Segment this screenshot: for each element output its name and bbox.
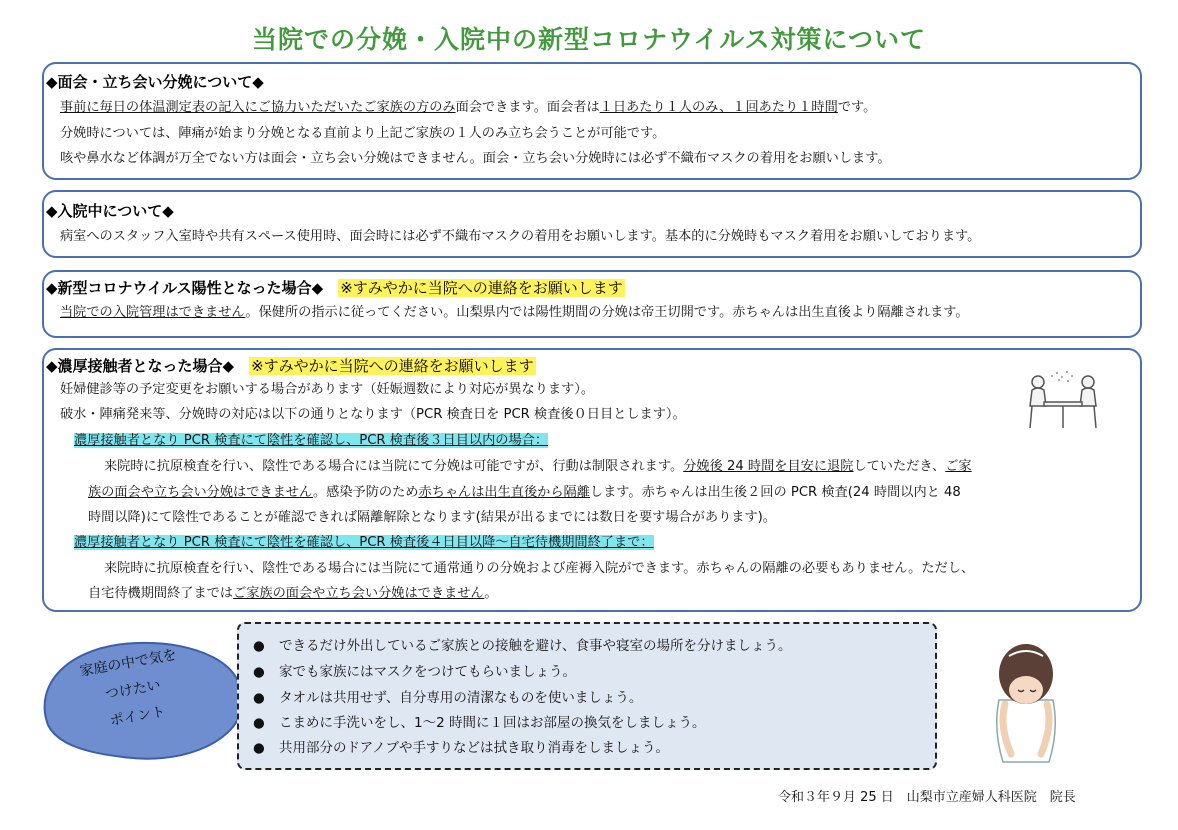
inpatient-line-1: 病室へのスタッフ入室時や共有スペース使用時、面会時には必ず不織布マスクの着用をお願いします。基本的に分娩時もマスク着用をお願いしております。 (60, 229, 981, 244)
case2-line-2: 自宅待機期間終了まではご家族の面会や立ち会い分娩はできません。 (88, 586, 498, 601)
people-at-table-icon (1022, 368, 1104, 432)
visit-section (42, 62, 1142, 180)
positive-section (42, 270, 1142, 338)
positive-line-1: 当院での入院管理はできません。保健所の指示に従ってください。山梨県内では陽性期間の分娩は帝王切開です。赤ちゃんは出生直後より隔離されます。 (60, 305, 969, 320)
contact-alert: ※すみやかに当院への連絡をお願いします (251, 357, 534, 375)
tip-item: ● こまめに手洗いをし、1～2 時間に１回はお部屋の換気をしましょう。 (253, 715, 706, 731)
contact-section (42, 348, 1142, 612)
case1-heading: 濃厚接触者となり PCR 検査にて陰性を確認し、PCR 検査後３日目以内の場合： (74, 433, 549, 448)
case1-line-1: 来院時に抗原検査を行い、陰性である場合には当院にて分娩は可能ですが、行動は制限されます。分娩後 24 時間を目安に退院していただき、ご家 (104, 459, 972, 474)
contact-line-1: 妊婦健診等の予定変更をお願いする場合があります（妊娠週数により対応が異なります）。 (60, 382, 595, 397)
positive-alert: ※すみやかに当院への連絡をお願いします (340, 279, 623, 297)
bowing-nurse-illustration (985, 640, 1067, 768)
inpatient-section (42, 190, 1142, 258)
case2-heading: 濃厚接触者となり PCR 検査にて陰性を確認し、PCR 検査後４日目以降～自宅待機期間終了まで： (74, 535, 654, 550)
tip-item: ● 共用部分のドアノブや手すりなどは拭き取り消毒をしましょう。 (253, 740, 670, 756)
visit-line-3: 咳や鼻水など体調が万全でない方は面会・立ち会い分娩はできません。面会・立ち会い分娩時には必ず不織布マスクの着用をお願いします。 (60, 151, 891, 166)
inpatient-heading: ◆入院中について◆ (46, 202, 174, 220)
tips-box (237, 622, 937, 770)
tip-item: ● タオルは共用せず、自分専用の清潔なものを使いましょう。 (253, 690, 643, 706)
tip-item: ● できるだけ外出しているご家族との接触を避け、食事や寝室の場所を分けましょう。 (253, 638, 792, 654)
visit-line-2: 分娩時については、陣痛が始まり分娩となる直前より上記ご家族の１人のみ立ち会うことが可能です。 (60, 126, 666, 141)
case2-line-1: 来院時に抗原検査を行い、陰性である場合には当院にて通常通りの分娩および産褥入院ができます。赤ちゃんの隔離の必要もありません。ただし、 (104, 561, 975, 576)
positive-heading: ◆新型コロナウイルス陽性となった場合◆ ※すみやかに当院への連絡をお願いします (46, 279, 623, 297)
footer-signature: 令和３年９月 25 日 山梨市立産婦人科医院 院長 (778, 790, 1076, 805)
tips-bubble-text: 家庭の中で気を つけたい ポイント (78, 647, 178, 730)
visit-line-1: 事前に毎日の体温測定表の記入にご協力いただいたご家族の方のみ面会できます。面会者は１日あたり１人のみ、１回あたり１時間です。 (60, 100, 877, 115)
case1-line-3: 時間以降)にて陰性であることが確認できれば隔離解除となります(結果が出るまでには数日を要す場合があります)。 (88, 510, 776, 525)
page-title: 当院での分娩・入院中の新型コロナウイルス対策について (251, 25, 926, 54)
contact-heading: ◆濃厚接触者となった場合◆ ※すみやかに当院への連絡をお願いします (46, 357, 534, 375)
contact-line-2: 破水・陣痛発来等、分娩時の対応は以下の通りとなります（PCR 検査日を PCR 検査後０日目とします）。 (60, 407, 686, 422)
visit-heading: ◆面会・立ち会い分娩について◆ (46, 73, 264, 91)
case1-line-2: 族の面会や立ち会い分娩はできません。感染予防のため赤ちゃんは出生直後から隔離します。赤ちゃんは出生後２回の PCR 検査(24 時間以内と 48 (88, 485, 961, 500)
tip-item: ● 家でも家族にはマスクをつけてもらいましょう。 (253, 664, 576, 680)
